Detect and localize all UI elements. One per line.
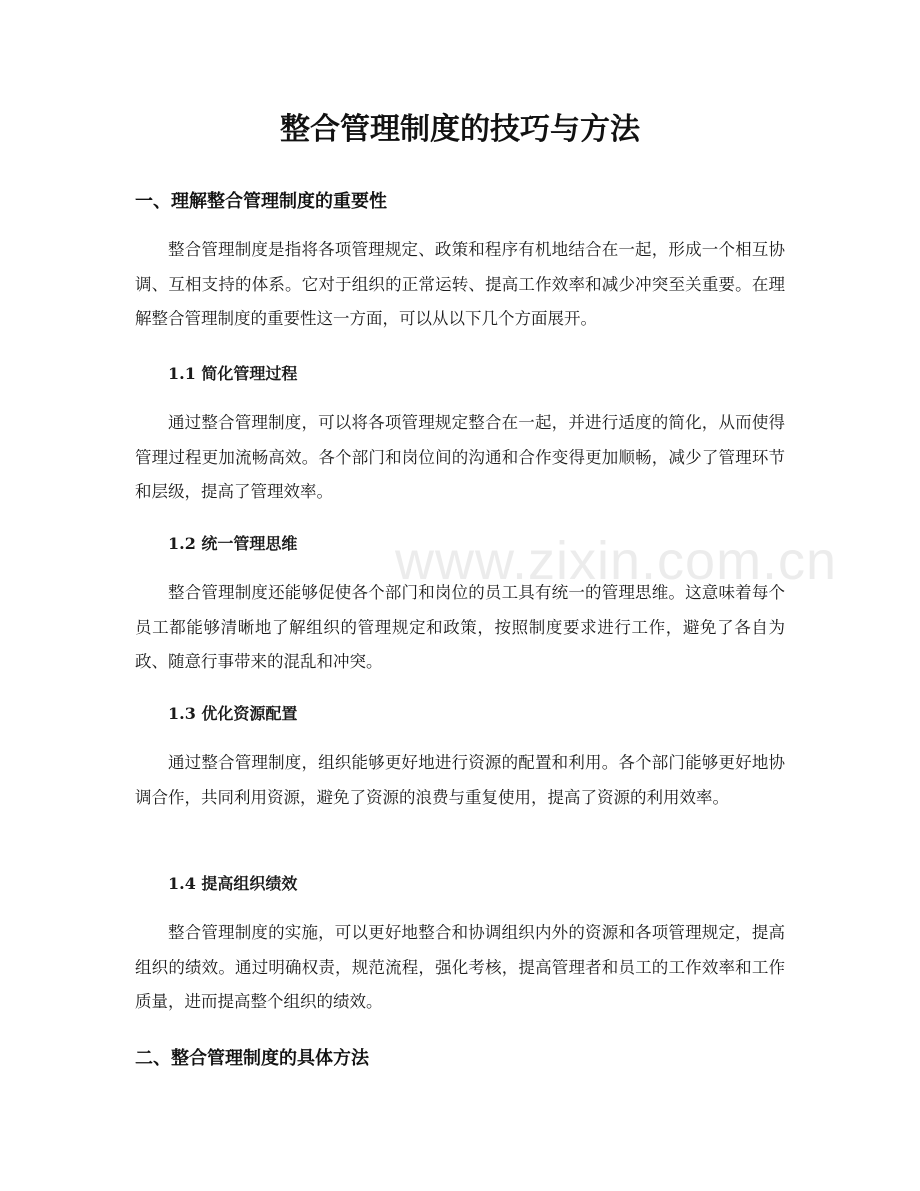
subsection-heading-1-2: 1.2 统一管理思维 bbox=[168, 534, 298, 553]
section-1-intro-paragraph: 整合管理制度是指将各项管理规定、政策和程序有机地结合在一起，形成一个相互协调、互相支持的体系。它对于组织的正常运转、提高工作效率和减少冲突至关重要。在理解整合管理制度的重要性这一方面，可以从以下几个方面展开。 bbox=[135, 240, 785, 328]
page-title: 整合管理制度的技巧与方法 bbox=[280, 112, 640, 147]
section-heading-1: 一、理解整合管理制度的重要性 bbox=[135, 191, 387, 212]
watermark: www.zixin.com.cn bbox=[395, 531, 838, 591]
subsection-1-2-paragraph: 整合管理制度还能够促使各个部门和岗位的员工具有统一的管理思维。这意味着每个员工都能够清晰地了解组织的管理规定和政策，按照制度要求进行工作，避免了各自为政、随意行事带来的混乱和冲突。 bbox=[135, 583, 785, 671]
subsection-1-1-paragraph: 通过整合管理制度，可以将各项管理规定整合在一起，并进行适度的简化，从而使得管理过程更加流畅高效。各个部门和岗位间的沟通和合作变得更加顺畅，减少了管理环节和层级，提高了管理效率。 bbox=[135, 413, 785, 501]
subsection-heading-1-4: 1.4 提高组织绩效 bbox=[168, 874, 298, 893]
section-heading-2: 二、整合管理制度的具体方法 bbox=[135, 1048, 369, 1069]
subsection-1-4-paragraph: 整合管理制度的实施，可以更好地整合和协调组织内外的资源和各项管理规定，提高组织的绩效。通过明确权责，规范流程，强化考核，提高管理者和员工的工作效率和工作质量，进而提高整个组织的绩效。 bbox=[135, 923, 785, 1011]
subsection-1-3-paragraph: 通过整合管理制度，组织能够更好地进行资源的配置和利用。各个部门能够更好地协调合作，共同利用资源，避免了资源的浪费与重复使用，提高了资源的利用效率。 bbox=[135, 753, 785, 807]
subsection-heading-1-3: 1.3 优化资源配置 bbox=[168, 704, 298, 723]
subsection-heading-1-1: 1.1 简化管理过程 bbox=[168, 364, 298, 383]
